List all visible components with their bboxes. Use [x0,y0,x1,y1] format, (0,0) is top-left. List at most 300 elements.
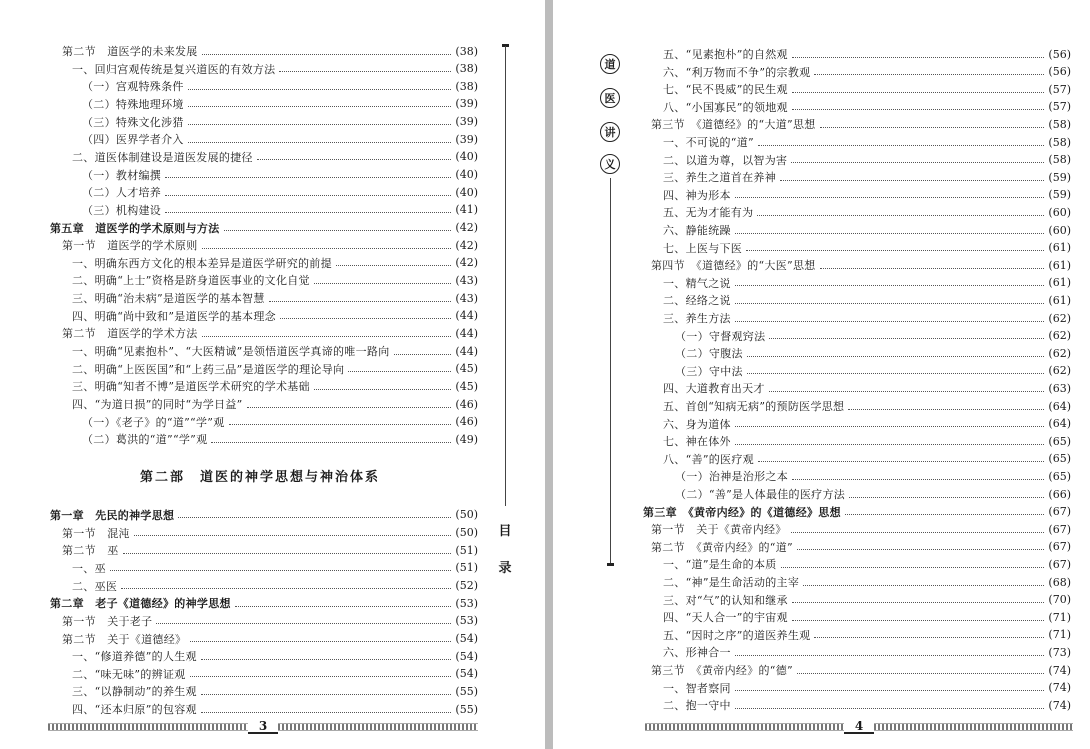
toc-entry-page: (38) [455,44,478,58]
left-footer [48,721,478,733]
toc-entry [663,415,1071,433]
right-page [553,0,1090,749]
toc-entry-page: (61) [1048,241,1071,255]
toc-leader-dots [190,641,451,642]
right-footer [645,721,1073,733]
part-title: 第二部 道医的神学思想与神治体系 [139,470,380,485]
toc-entry [663,239,1071,257]
toc-entry-title: 三、养生之道首在养神 [663,171,776,185]
toc-leader-dots [735,303,1045,304]
toc-entry [62,236,478,254]
toc-entry-page: (60) [1048,223,1071,237]
toc-entry [82,130,478,148]
toc-entry-title: （二）人才培养 [82,186,162,200]
toc-entry [663,608,1071,626]
toc-leader-dots [820,268,1045,269]
toc-entry-page: (38) [455,79,478,93]
toc-entry [82,77,478,95]
footer-ornament-left [48,723,248,731]
toc-entry-page: (55) [455,684,478,698]
toc-entry [663,573,1071,591]
toc-entry [663,63,1071,81]
toc-leader-dots [735,233,1045,234]
toc-entry [72,577,478,595]
toc-entry-title: 第二节 道医学的未来发展 [62,45,198,58]
toc-entry-page: (58) [1048,135,1071,149]
toc-leader-dots [792,602,1045,603]
toc-entry-page: (54) [455,667,478,681]
toc-leader-dots [134,535,452,536]
toc-leader-dots [110,570,452,571]
toc-entry-page: (49) [455,432,478,446]
toc-entry [663,186,1071,204]
toc-leader-dots [348,371,451,372]
toc-entry-page: (61) [1048,276,1071,290]
toc-entry-title: 四、大道教育出天才 [663,382,765,396]
toc-entry-title: 一、回归宫观传统是复兴道医的有效方法 [72,62,276,76]
footer-ornament-right-r [874,723,1073,731]
toc-entry [82,183,478,201]
toc-entry-title: 四、“为道日损”的同时“为学日益” [72,398,243,411]
toc-entry-title: 第二章 老子《道德经》的神学思想 [50,597,231,611]
toc-leader-dots [792,57,1045,58]
toc-entry-page: (71) [1048,610,1071,624]
side-label-lu: 录 [498,561,512,576]
toc-entry-title: 三、明确“治未病”是道医学的基本智慧 [72,292,265,306]
toc-entry-title: 四、神为形本 [663,188,731,202]
toc-entry [663,379,1071,397]
toc-leader-dots [746,250,1044,251]
toc-entry-title: 六、“利万物而不争”的宗教观 [663,65,811,79]
toc-leader-dots [165,195,451,196]
toc-entry-title: 二、“神”是生命活动的主宰 [663,576,800,589]
toc-entry [50,219,478,237]
footer-ornament-right [278,723,478,731]
toc-entry [82,113,478,131]
toc-entry [663,696,1071,714]
toc-leader-dots [814,637,1044,638]
toc-entry-title: 一、“修道养德”的人生观 [72,650,197,664]
toc-leader-dots [791,162,1044,163]
toc-entry-page: (50) [455,526,478,540]
toc-entry-page: (39) [455,132,478,146]
toc-leader-dots [280,318,451,319]
toc-entry [82,95,478,113]
toc-entry [651,538,1071,556]
seal-yi: 医 [600,88,620,108]
toc-entry [72,647,478,665]
toc-leader-dots [188,124,452,125]
toc-entry-title: 一、智者察同 [663,681,731,695]
toc-leader-dots [758,461,1044,462]
toc-leader-dots [735,426,1045,427]
toc-entry [62,324,478,342]
toc-entry-page: (45) [455,379,478,393]
toc-entry-title: 第二节 巫 [62,544,119,558]
toc-entry-title: 第一节 道医学的学术原则 [62,239,198,253]
toc-entry-page: (42) [455,238,478,252]
toc-entry-page: (73) [1048,645,1071,659]
toc-entry [82,413,478,431]
toc-entry-page: (51) [455,561,478,575]
toc-entry [72,271,478,289]
toc-entry-title: 一、精气之说 [663,276,731,290]
toc-leader-dots [735,197,1045,198]
toc-leader-dots [849,497,1044,498]
toc-leader-dots [201,712,452,713]
toc-entry [72,682,478,700]
toc-entry-page: (74) [1048,698,1071,712]
toc-entry-page: (42) [455,221,478,234]
toc-entry [663,221,1071,239]
toc-entry [663,203,1071,221]
toc-leader-dots [757,215,1044,216]
toc-entry-page: (62) [1048,329,1071,343]
toc-entry [82,430,478,448]
toc-leader-dots [202,248,452,249]
toc-entry-title: 一、巫 [72,561,106,575]
toc-leader-dots [780,180,1044,181]
toc-entry-title: 第四节 《道德经》的“大医”思想 [651,259,816,273]
toc-entry-page: (57) [1048,82,1071,96]
toc-entry-page: (38) [455,62,478,76]
toc-leader-dots [202,336,452,337]
toc-leader-dots [178,517,451,518]
toc-entry-title: （二）葛洪的“道”“学”观 [82,433,208,447]
toc-leader-dots [229,424,452,425]
toc-leader-dots [257,159,452,160]
toc-entry-title: 二、经络之说 [663,294,731,308]
toc-leader-dots [165,177,451,178]
page-number-right: 4 [844,720,874,734]
toc-entry-title: 第一章 先民的神学思想 [50,508,175,522]
toc-entry [62,524,478,542]
toc-entry-title: 第三章 《黄帝内经》的《道德经》思想 [643,505,841,519]
toc-entry [82,166,478,184]
toc-entry [663,80,1071,98]
toc-leader-dots [235,606,452,607]
toc-entry-title: 第一节 关于《黄帝内经》 [651,523,787,537]
toc-leader-dots [188,89,452,90]
toc-entry-page: (39) [455,97,478,111]
toc-entry [72,700,478,718]
toc-entry [663,450,1071,468]
toc-leader-dots [792,109,1045,110]
toc-entry-title: 一、不可说的“道” [663,136,754,149]
toc-entry [663,291,1071,309]
toc-entry-page: (61) [1048,293,1071,307]
toc-entry-title: （一）守督观窍法 [675,329,766,343]
toc-leader-dots [735,444,1045,445]
footer-ornament-left-r [645,723,844,731]
toc-leader-dots [121,588,451,589]
toc-leader-dots [314,389,452,390]
toc-leader-dots [188,106,452,107]
toc-entry [72,342,478,360]
toc-entry-page: (46) [455,397,478,411]
toc-entry-page: (56) [1048,65,1071,79]
toc-entry-page: (71) [1048,628,1071,642]
toc-entry-title: 二、抱一守中 [663,699,731,713]
toc-leader-dots [791,532,1045,533]
toc-entry-title: 五、“因时之序”的道医养生观 [663,628,811,642]
toc-entry [663,151,1071,169]
toc-leader-dots [247,407,452,408]
toc-leader-dots [735,655,1045,656]
toc-entry-page: (74) [1048,681,1071,695]
toc-entry-page: (70) [1048,593,1071,607]
toc-entry [72,559,478,577]
toc-entry-page: (40) [455,185,478,199]
toc-leader-dots [211,442,451,443]
toc-entry [663,555,1071,573]
toc-entry-page: (52) [455,579,478,593]
toc-leader-dots [735,690,1045,691]
right-margin-rule [610,178,611,563]
toc-entry-title: 四、明确“尚中致和”是道医学的基本理念 [72,309,276,323]
toc-leader-dots [202,54,452,55]
toc-entry-page: (40) [455,150,478,164]
toc-leader-dots [848,409,1044,410]
toc-leader-dots [336,265,452,266]
toc-entry [62,630,478,648]
toc-entry-page: (45) [455,362,478,376]
toc-entry-title: 二、道医体制建设是道医发展的捷径 [72,150,253,164]
toc-leader-dots [201,659,452,660]
toc-entry [72,307,478,325]
toc-entry-page: (58) [1048,153,1071,167]
toc-leader-dots [735,285,1045,286]
toc-entry [663,274,1071,292]
toc-entry [663,168,1071,186]
toc-entry [72,665,478,683]
toc-entry-page: (58) [1048,117,1071,131]
seal-jiang: 讲 [600,122,620,142]
toc-entry [72,148,478,166]
toc-entry-title: 七、上医与下医 [663,241,743,255]
toc-entry-page: (63) [1048,381,1071,395]
toc-leader-dots [314,283,452,284]
toc-entry-title: （二）“善”是人体最佳的医疗方法 [675,488,846,501]
toc-entry-title: （三）特殊文化涉猎 [82,115,184,129]
toc-entry [72,360,478,378]
toc-entry-page: (59) [1048,170,1071,184]
toc-entry-title: 第一节 混沌 [62,526,130,540]
toc-leader-dots [269,301,452,302]
toc-entry-page: (57) [1048,100,1071,114]
toc-entry-page: (39) [455,115,478,129]
toc-entry [651,520,1071,538]
toc-entry-page: (65) [1048,452,1071,466]
toc-entry [72,289,478,307]
toc-entry-title: 二、明确“上士”资格是跻身道医事业的文化自觉 [72,274,310,288]
toc-entry-title: 二、明确“上医医国”和“上药三品”是道医学的理论导向 [72,362,345,376]
margin-rule [505,46,506,506]
toc-entry-page: (56) [1048,47,1071,61]
toc-leader-dots [769,391,1045,392]
toc-entry-page: (68) [1048,575,1071,589]
toc-entry-page: (44) [455,344,478,358]
toc-entry-page: (64) [1048,399,1071,413]
toc-leader-dots [735,321,1045,322]
toc-entry [675,485,1071,503]
toc-entry-title: 第三节 《道德经》的“大道”思想 [651,118,816,132]
toc-leader-dots [769,338,1044,339]
toc-entry-page: (54) [455,632,478,645]
toc-entry-title: 五、无为才能有为 [663,206,754,220]
toc-leader-dots [814,74,1044,75]
toc-entry-page: (44) [455,309,478,323]
toc-entry [663,643,1071,661]
toc-entry-page: (61) [1048,258,1071,272]
toc-leader-dots [156,623,451,624]
toc-entry-title: 三、“以静制动”的养生观 [72,685,197,699]
toc-leader-dots [165,212,451,213]
toc-entry [651,115,1071,133]
toc-entry-page: (65) [1048,469,1071,483]
toc-entry-page: (59) [1048,188,1071,202]
toc-entry-page: (65) [1048,434,1071,448]
toc-entry-page: (44) [455,326,478,340]
toc-entry [663,432,1071,450]
toc-entry-page: (64) [1048,417,1071,431]
toc-leader-dots [758,145,1044,146]
toc-entry-page: (43) [455,291,478,305]
toc-entry-title: 六、形神合一 [663,646,731,660]
toc-entry [82,201,478,219]
toc-entry [72,395,478,413]
toc-leader-dots [224,230,452,231]
toc-leader-dots [188,142,452,143]
toc-entry-page: (41) [455,203,478,217]
toc-leader-dots [792,620,1045,621]
toc-entry-title: 八、“小国寡民”的领地观 [663,100,788,114]
toc-leader-dots [201,694,452,695]
toc-entry-title: 一、明确“见素抱朴”、“大医精诚”是领悟道医学真谛的唯一路向 [72,345,390,359]
toc-leader-dots [797,549,1044,550]
toc-entry-title: （四）医界学者介入 [82,133,184,147]
toc-entry-title: 第二节 道医学的学术方法 [62,327,198,341]
toc-entry [663,133,1071,151]
toc-entry [663,626,1071,644]
seal-dao: 道 [600,54,620,74]
toc-leader-dots [747,356,1045,357]
toc-entry-page: (66) [1048,487,1071,501]
toc-leader-dots [747,373,1045,374]
toc-leader-dots [797,673,1044,674]
toc-entry-title: 第二节 关于《道德经》 [62,632,187,646]
toc-entry-title: 四、“还本归原”的包容观 [72,703,197,717]
toc-leader-dots [190,676,452,677]
toc-entry [50,506,478,524]
toc-entry-title: 三、养生方法 [663,312,731,325]
toc-entry [663,45,1071,63]
toc-entry [643,503,1071,521]
toc-leader-dots [394,354,452,355]
toc-entry-title: 第一节 关于老子 [62,614,153,628]
toc-entry-page: (55) [455,702,478,716]
toc-entry-title: 三、对“气”的认知和继承 [663,593,788,607]
toc-entry [651,661,1071,679]
side-label-mu: 目 [498,524,512,539]
toc-entry-title: 八、“善”的医疗观 [663,452,754,466]
toc-entry-title: 第二节 《黄帝内经》的“道” [651,540,793,554]
toc-entry-title: （三）守中法 [675,364,743,378]
toc-leader-dots [820,127,1045,128]
toc-leader-dots [279,71,451,72]
toc-entry-page: (62) [1048,364,1071,378]
toc-leader-dots [803,585,1044,586]
toc-entry-page: (67) [1048,522,1071,536]
toc-leader-dots [792,479,1044,480]
toc-entry-title: 一、“道”是生命的本质 [663,558,777,572]
toc-entry [663,591,1071,609]
toc-entry-page: (53) [455,596,478,610]
toc-leader-dots [792,92,1045,93]
toc-entry [62,42,478,60]
toc-entry-title: （一）《老子》的“道”“学”观 [82,415,225,429]
toc-entry-title: （二）守腹法 [675,347,743,361]
toc-entry-page: (51) [455,543,478,557]
toc-entry [62,612,478,630]
toc-entry-page: (43) [455,273,478,287]
toc-entry-title: 二、巫医 [72,579,118,593]
toc-entry-title: 四、“天人合一”的宇宙观 [663,611,788,625]
toc-entry-page: (42) [455,256,478,270]
toc-entry [72,254,478,272]
toc-entry-page: (67) [1048,557,1071,571]
toc-entry [62,541,478,559]
toc-leader-dots [123,553,452,554]
toc-entry [72,60,478,78]
toc-entry [651,256,1071,274]
toc-entry-title: 第五章 道医学的学术原则与方法 [50,221,220,235]
toc-entry-page: (40) [455,168,478,182]
toc-entry-title: （一）宫观特殊条件 [82,80,184,94]
toc-entry-title: （一）教材编撰 [82,168,162,182]
toc-entry-page: (50) [455,508,478,522]
toc-entry-title: 五、首创“知病无病”的预防医学思想 [663,400,845,413]
toc-entry-page: (60) [1048,205,1071,219]
toc-entry-title: 七、神在体外 [663,435,731,449]
toc-entry-title: 三、明确“知者不博”是道医学术研究的学术基础 [72,380,310,394]
toc-entry-page: (67) [1048,540,1071,554]
seal-yi-meaning: 义 [600,154,620,174]
toc-entry-page: (74) [1048,663,1071,677]
toc-entry [675,344,1071,362]
toc-entry-page: (62) [1048,311,1071,325]
toc-entry-page: (46) [455,415,478,429]
toc-entry [675,467,1071,485]
toc-entry [675,362,1071,380]
toc-entry [675,327,1071,345]
toc-entry-title: 七、“民不畏威”的民生观 [663,83,788,97]
toc-entry [663,309,1071,327]
toc-entry-title: 五、“见素抱朴”的自然观 [663,48,788,61]
toc-entry-title: 第三节 《黄帝内经》的“德” [651,664,793,677]
toc-entry [50,594,478,612]
toc-entry-title: 二、“味无味”的辨证观 [72,667,186,681]
right-margin-rule-cap [607,563,614,566]
toc-entry-title: （二）特殊地理环境 [82,97,184,111]
page-number-left: 3 [248,720,278,734]
toc-entry [663,679,1071,697]
toc-entry-title: 一、明确东西方文化的根本差异是道医学研究的前提 [72,256,332,270]
toc-entry-page: (54) [455,649,478,663]
toc-entry-page: (67) [1048,505,1071,519]
toc-entry-title: 六、静能统躁 [663,224,731,237]
toc-entry [663,98,1071,116]
